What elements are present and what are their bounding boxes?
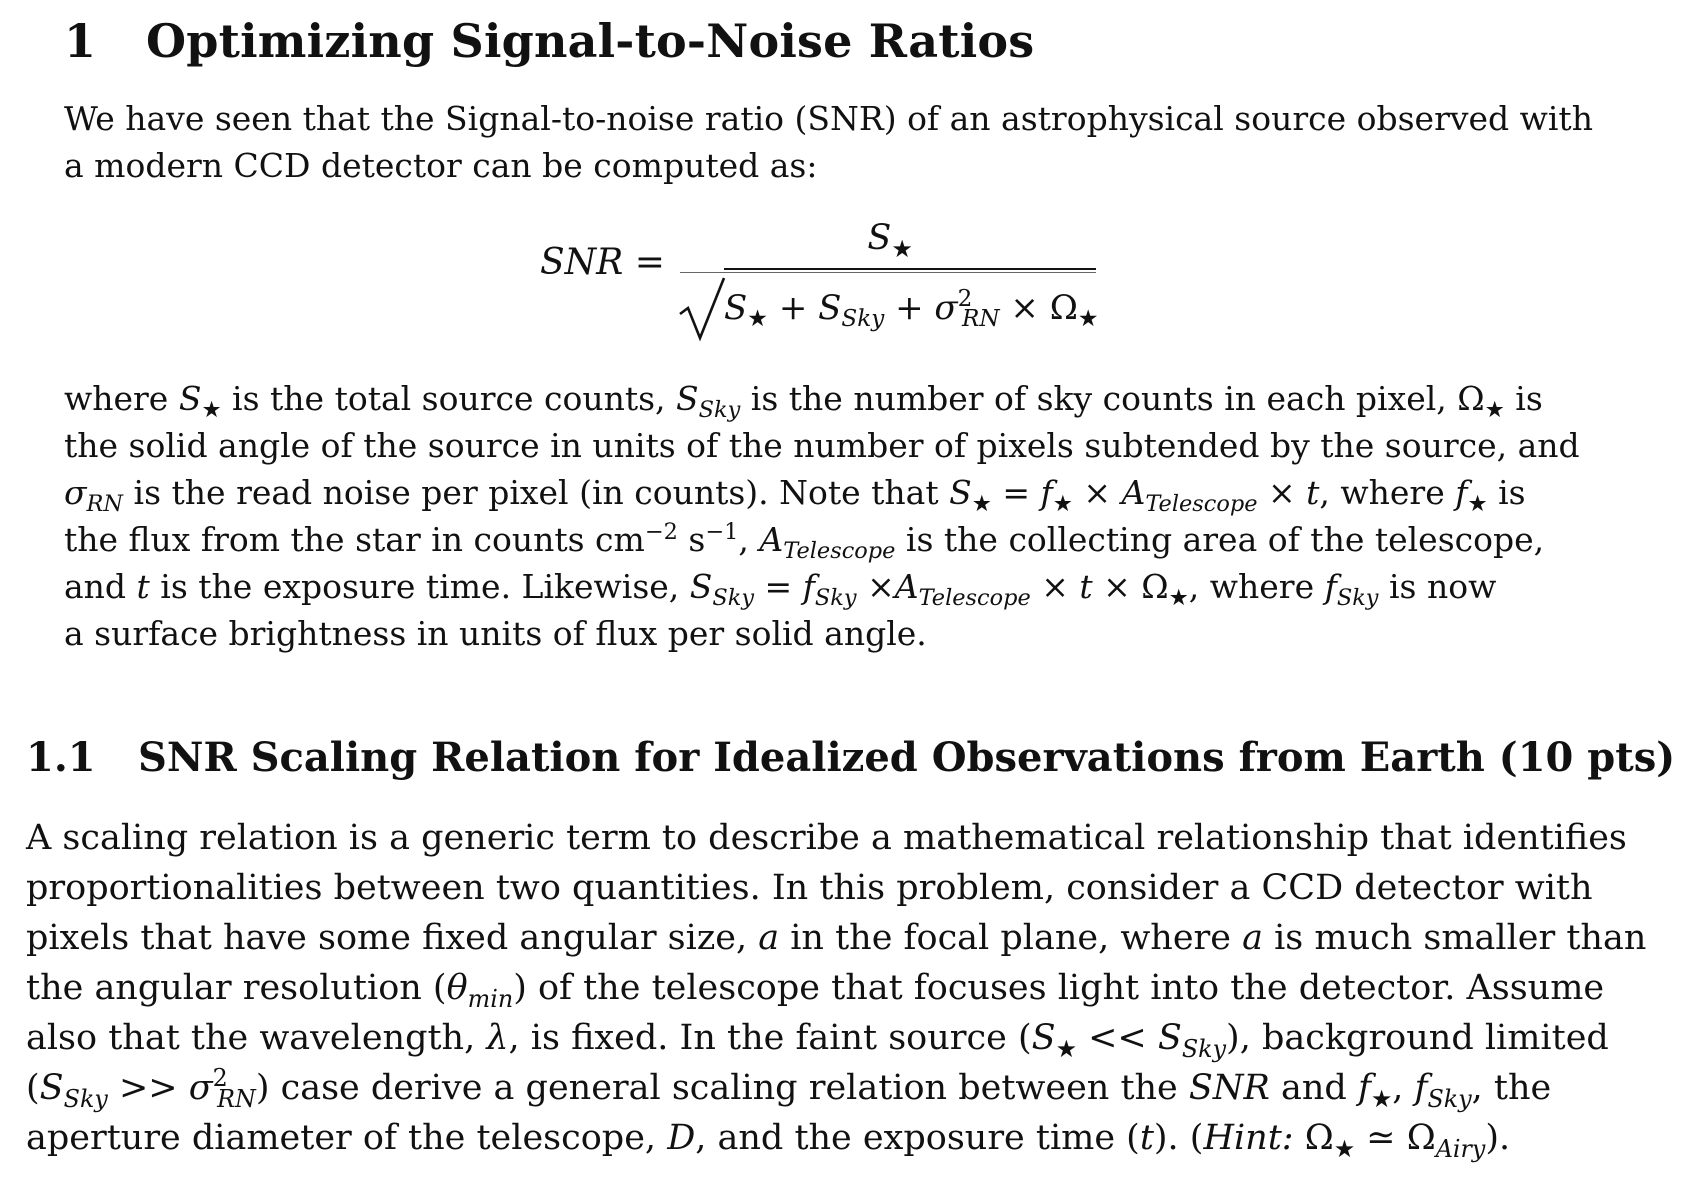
definitions-line-5: and t is the exposure time. Likewise, $S_{Sky} = f_{Sky} \times A_{Telescope} \times t \times \Omega_★$, where $f_{Sky}$ is now [64,567,1497,612]
definitions-line-4: the flux from the star in counts $cm^{-2}$ $s^{-1}$, $A_{Telescope}$ is the collecting area of the telescope, [64,518,1545,565]
fraction-bar [724,268,1096,270]
problem-line-7: aperture diameter of the telescope, D, and the exposure time (t). (Hint: $\Omega_★$ ≃ $\Omega_{Airy}$). [26,1118,1511,1163]
problem-paragraph [26,813,1666,1163]
problem-line-4: the angular resolution $(\theta_{min})$ of the telescope that focuses light into the detector. Assume [26,968,1605,1013]
section-heading [64,14,1034,68]
intro-line-1: We have seen that the Signal-to-noise ratio (SNR) of an astrophysical source observed with [64,99,1593,138]
intro-paragraph [64,95,1593,189]
subsection-number: 1.1 [26,734,96,781]
equation-numerator: $S_★$ [867,218,913,263]
fraction-bar-rule [680,272,1096,273]
definitions-line-2: the solid angle of the source in units of the number of pixels subtended by the source, and [64,426,1580,465]
section-title: Optimizing Signal-to-Noise Ratios [146,14,1035,68]
problem-line-2: proportionalities between two quantities. In this problem, consider a CCD detector with [26,868,1593,908]
problem-line-6: $(S_{Sky} >> \sigma^2_{RN})$ case derive a general scaling relation between the SNR and $f_★$, $f_{Sky}$, the [26,1063,1552,1113]
equation-lhs: SNR = [540,242,665,283]
equation-denominator: $S_★ + S_{Sky} + \sigma^2_{RN} \times \Omega_★$ [724,286,1099,333]
sqrt-sign [678,276,728,342]
intro-line-2: a modern CCD detector can be computed as: [64,146,818,185]
problem-line-5: also that the wavelength, λ, is fixed. In the faint source $(S_★ << S_{Sky})$, background limited [26,1018,1609,1063]
subsection-title: SNR Scaling Relation for Idealized Observations from Earth (10 pts) [138,734,1676,781]
subsection-heading [26,734,1675,781]
problem-line-3: pixels that have some fixed angular size, a in the focal plane, where a is much smaller than [26,918,1647,958]
section-number: 1 [64,14,97,68]
definitions-paragraph [64,375,1580,657]
problem-line-1: A scaling relation is a generic term to describe a mathematical relationship that identifies [26,818,1627,858]
definitions-line-6: a surface brightness in units of flux per solid angle. [64,614,927,653]
definitions-line-3: $\sigma_{RN}$ is the read noise per pixel (in counts). Note that $S_★ = f_★ \times A_{Telescope} \times t$, where $f_★$ is [64,473,1526,518]
definitions-line-1: where $S_★$ is the total source counts, $S_{Sky}$ is the number of sky counts in each pixel, $\Omega_★$ is [64,379,1543,424]
